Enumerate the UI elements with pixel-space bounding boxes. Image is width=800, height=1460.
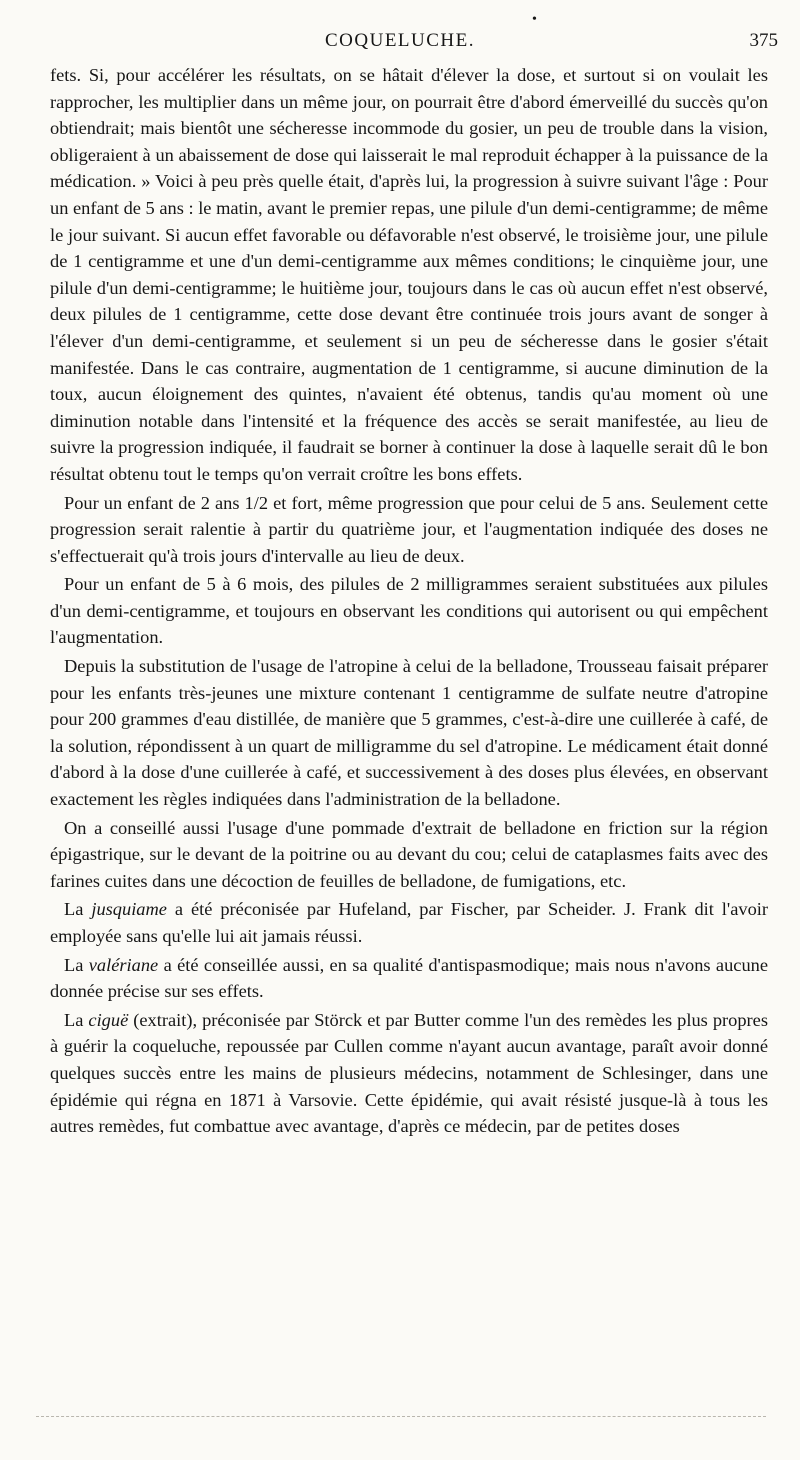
text-run: (extrait), préconisée par Störck et par Butter comme l'un des remèdes les plus propres à guérir la coqueluche, repoussée par Cullen comme n'ayant aucun avantage, paraît avoir donné quelques succès entre les mains de plusieurs médecins, notamment de Schlesinger, dans une épidémie qui régna en 1871 à Varsovie. Cette épidémie, qui avait résisté jusque-là à tous les autres remèdes, fut combattue avec avantage, d'après ce médecin, par de petites doses	[50, 1009, 768, 1137]
text-run: fets. Si, pour accélérer les résultats, on se hâtait d'élever la dose, et surtout si on voulait les rapprocher, les multiplier dans un même jour, on pourrait être d'abord émerveillé du succès qu'on obtiendrait; mais bientôt une sécheresse incommode du gosier, un peu de trouble dans la vision, obligeraient à un abaissement de dose qui laisserait le mal reproduit échapper à la puissance de la médication. » Voici à peu près quelle était, d'après lui, la progression à suivre suivant l'âge : Pour un enfant de 5 ans : le matin, avant le premier repas, une pilule d'un demi-centigramme; de même le jour suivant. Si aucun effet favorable ou défavorable n'est observé, le troisième jour, une pilule de 1 centigramme et une d'un demi-centigramme aux mêmes conditions; le cinquième jour, une pilule d'un demi-centigramme; le huitième jour, toujours dans le cas où aucun effet n'est observé, deux pilules de 1 centigramme, cette dose devant être continuée trois jours avant de songer à l'élever d'un demi-centigramme, et seulement si un peu de sécheresse dans le gosier s'était manifestée. Dans le cas contraire, augmentation de 1 centigramme, si aucune diminution de la toux, aucun éloignement des quintes, n'avaient été obtenus, tandis qu'au moment où une diminution notable dans l'intensité et la fréquence des accès se serait manifestée, au lieu de suivre la progression indiquée, il faudrait se borner à continuer la dose à laquelle serait dû le bon résultat obtenu tout le temps qu'on verrait croître les bons effets.	[50, 65, 768, 484]
running-head	[0, 12, 800, 56]
paragraph	[50, 653, 768, 813]
italic-term: jusquiame	[91, 899, 167, 920]
footer-rule	[36, 1416, 766, 1417]
text-run: La	[64, 954, 89, 975]
paragraph	[50, 571, 768, 651]
paragraph	[50, 952, 768, 1005]
text-run: Pour un enfant de 5 à 6 mois, des pilules de 2 milligrammes seraient substituées aux pilules d'un demi-centigramme, et toujours en observant les conditions qui autorisent ou qui empêchent l'augmentation.	[50, 574, 768, 648]
page-number: 375	[749, 30, 778, 51]
text-run: Depuis la substitution de l'usage de l'atropine à celui de la belladone, Trousseau faisait préparer pour les enfants très-jeunes une mixture contenant 1 centigramme de sulfate neutre d'atropine pour 200 grammes d'eau distillée, de manière que 5 grammes, c'est-à-dire une cuillerée à café, de la solution, répondissent à un quart de milligramme du sel d'atropine. Le médicament était donné d'abord à la dose d'une cuillerée à café, et successivement à des doses plus élevées, en observant exactement les règles indiquées dans l'administration de la belladone.	[50, 656, 768, 810]
text-run: a été conseillée aussi, en sa qualité d'antispasmodique; mais nous n'avons aucune donnée précise sur ses effets.	[50, 954, 768, 1002]
text-run: a été préconisée par Hufeland, par Fischer, par Scheider. J. Frank dit l'avoir employée sans qu'elle lui ait jamais réussi.	[50, 899, 769, 946]
paragraph	[50, 815, 768, 895]
paragraph	[50, 62, 768, 488]
running-title: COQUELUCHE.	[324, 30, 476, 51]
ink-dot: •	[532, 12, 537, 27]
text-run: Pour un enfant de 2 ans 1/2 et fort, même progression que pour celui de 5 ans. Seulement cette progression serait ralentie à partir du quatrième jour, et l'augmentation indiquée des doses ne s'effectuerait qu'à trois jours d'intervalle au lieu de deux.	[50, 492, 768, 566]
italic-term: valériane	[88, 954, 159, 975]
paragraph	[50, 490, 768, 570]
paragraph	[50, 1007, 768, 1140]
paragraph	[50, 896, 768, 949]
italic-term: ciguë	[88, 1009, 129, 1030]
body-text	[50, 62, 768, 1142]
text-run: La	[64, 899, 92, 920]
text-run: On a conseillé aussi l'usage d'une pommade d'extrait de belladone en friction sur la région épigastrique, sur le devant de la poitrine ou au devant du cou; celui de cataplasmes faits avec des farines cuites dans une décoction de feuilles de belladone, de fumigations, etc.	[50, 817, 768, 891]
text-run: La	[64, 1009, 89, 1030]
